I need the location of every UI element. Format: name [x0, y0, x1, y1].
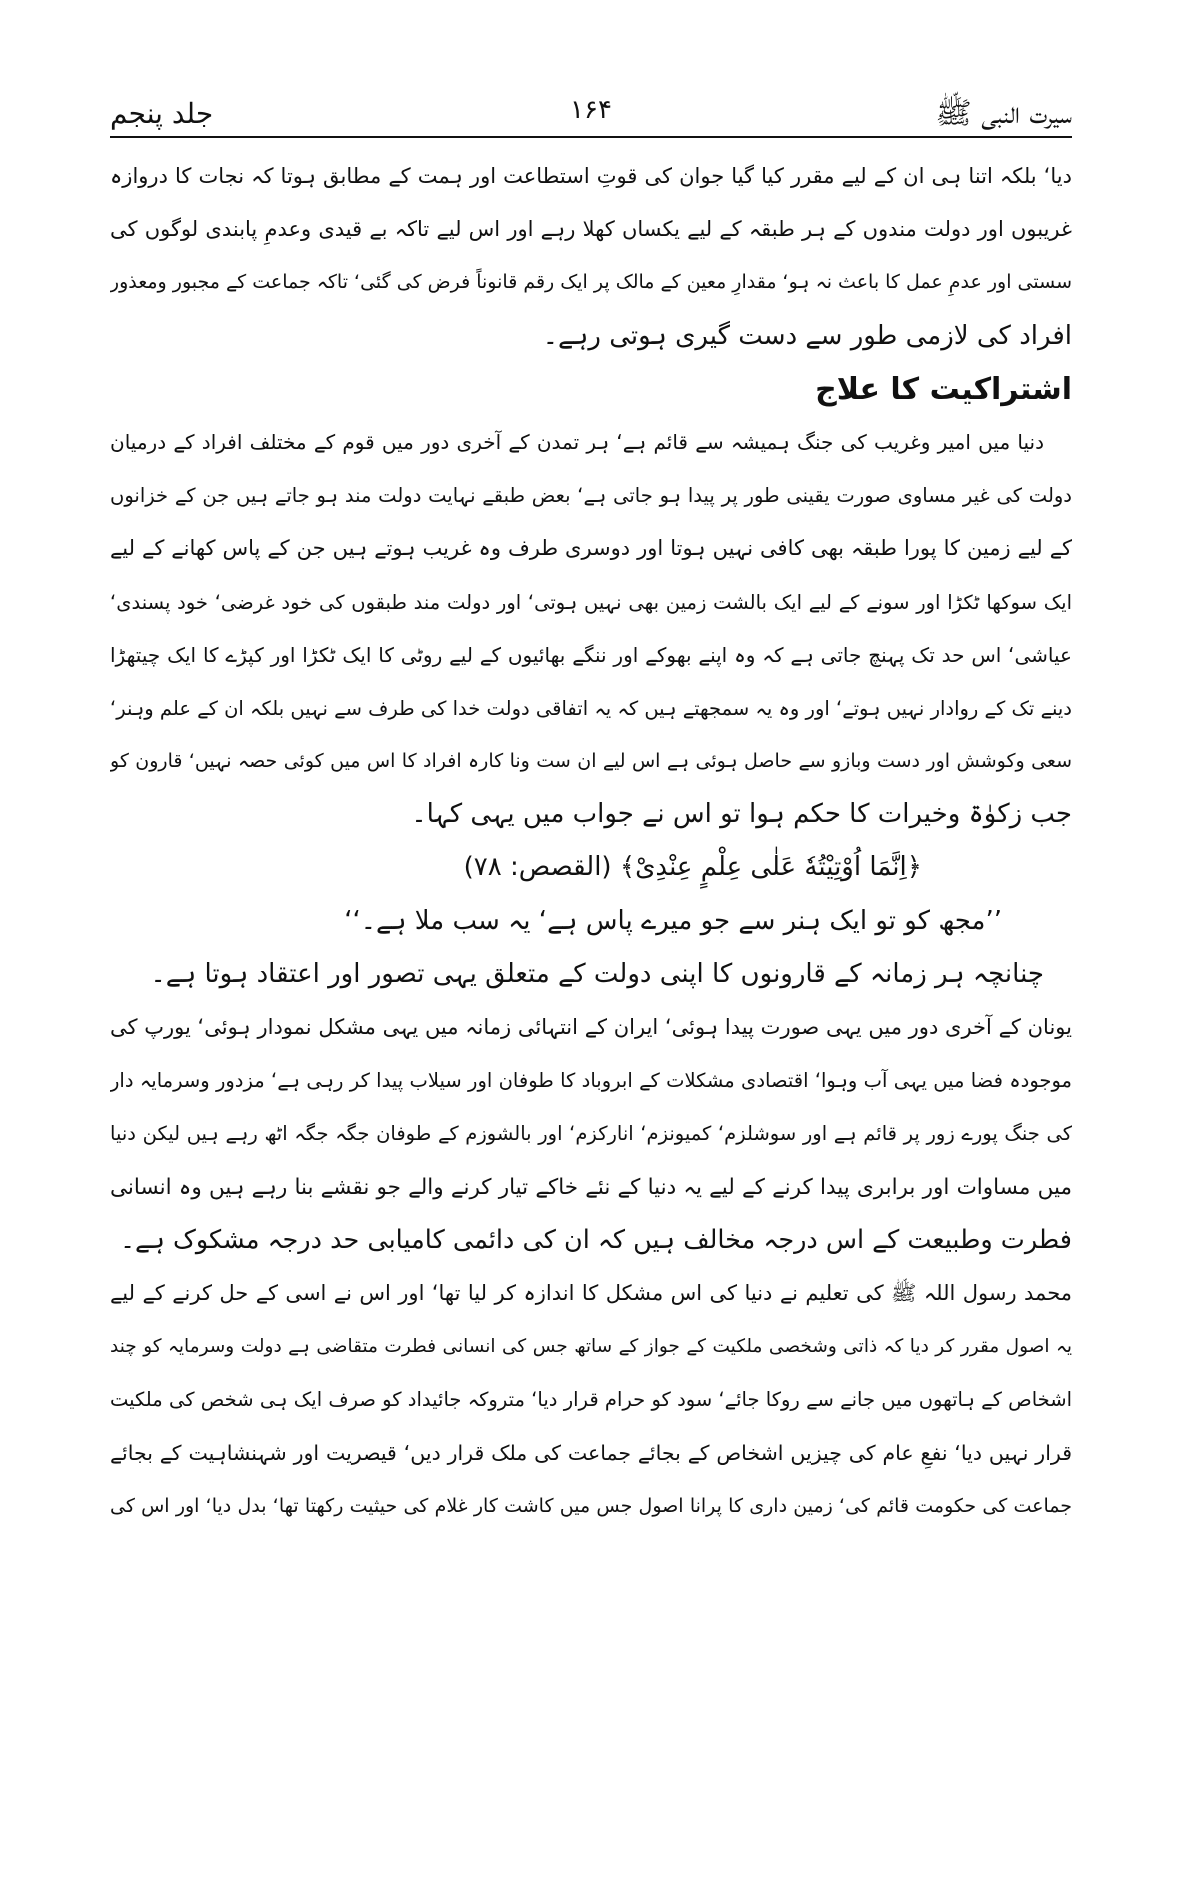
- verse-translation: ’’مجھ کو تو ایک ہنر سے جو میرے پاس ہے‘ یہ سب ملا ہے۔‘‘: [344, 905, 1002, 936]
- text-line: افراد کی لازمی طور سے دست گیری ہوتی رہے۔: [542, 320, 1072, 351]
- text-line: غریبوں اور دولت مندوں کے ہر طبقہ کے لیے یکساں کھلا رہے اور اس لیے تاکہ بے قیدی وعدمِ پابندی لوگوں کی: [110, 217, 1072, 242]
- text-line: جب زکوٰۃ وخیرات کا حکم ہوا تو اس نے جواب میں یہی کہا۔: [411, 799, 1072, 830]
- text-line: دیا‘ بلکہ اتنا ہی ان کے لیے مقرر کیا گیا جوان کی قوتِ استطاعت اور ہمت کے مطابق ہوتا کہ نجات کا دروازہ: [110, 164, 1072, 188]
- page-number: ۱۶۴: [570, 95, 612, 125]
- text-line: سعی وکوشش اور دست وبازو سے حاصل ہوئی ہے اس لیے ان ست ونا کارہ افراد کا اس میں کوئی حصہ نہیں‘ قارون کو: [110, 750, 1072, 773]
- text-line: موجودہ فضا میں یہی آب وہوا‘ اقتصادی مشکلات کے ابروباد کا طوفان اور سیلاب پیدا کر رہی ہے‘ مزدور وسرمایہ دار: [110, 1069, 1072, 1093]
- text-line: کے لیے زمین کا پورا طبقہ بھی کافی نہیں ہوتا اور دوسری طرف وہ غریب ہوتے ہیں جن کے پاس کھانے کے لیے: [110, 536, 1072, 561]
- text-line: دینے تک کے روادار نہیں ہوتے‘ اور وہ یہ سمجھتے ہیں کہ یہ اتفاقی دولت خدا کی طرف سے نہیں بلکہ ان کے علم وہنر‘: [110, 696, 1072, 720]
- text-line: میں مساوات اور برابری پیدا کرنے کے لیے یہ دنیا کے نئے خاکے تیار کرنے والے جو نقشے بنا رہے ہیں وہ انسانی: [110, 1174, 1072, 1200]
- text-line: یونان کے آخری دور میں یہی صورت پیدا ہوئی‘ ایران کے انتہائی زمانہ میں یہی مشکل نمودار ہوئی‘ یورپ کی: [110, 1015, 1072, 1039]
- page-header: [110, 78, 1072, 138]
- text-line: کی جنگ پورے زور پر قائم ہے اور سوشلزم‘ کمیونزم‘ انارکزم‘ اور بالشوزم کے طوفان جگہ جگہ اٹھ رہے ہیں لیکن دنیا: [110, 1122, 1072, 1146]
- text-line: فطرت وطبیعت کے اس درجہ مخالف ہیں کہ ان کی دائمی کامیابی حد درجہ مشکوک ہے۔: [120, 1224, 1072, 1255]
- text-line: سستی اور عدمِ عمل کا باعث نہ ہو‘ مقدارِ معین کے مالک پر ایک رقم قانوناً فرض کی گئی‘ تاکہ جماعت کے مجبور ومعذور: [110, 271, 1072, 294]
- text-line: چنانچہ ہر زمانہ کے قارونوں کا اپنی دولت کے متعلق یہی تصور اور اعتقاد ہوتا ہے۔: [150, 958, 1044, 989]
- volume-label: جلد پنجم: [110, 97, 214, 130]
- book-title: سیرت النبی ﷺ: [935, 96, 1072, 131]
- text-line: جماعت کی حکومت قائم کی‘ زمین داری کا پرانا اصول جس میں کاشت کار غلام کی حیثیت رکھتا تھا‘ بدل دیا‘ اور اس کی: [110, 1494, 1072, 1517]
- page-body: [110, 150, 1072, 1533]
- text-line: یہ اصول مقرر کر دیا کہ ذاتی وشخصی ملکیت کے جواز کے ساتھ جس کی انسانی فطرت متقاضی ہے دولت وسرمایہ کو چند: [110, 1336, 1072, 1358]
- text-line: اشخاص کے ہاتھوں میں جانے سے روکا جائے‘ سود کو حرام قرار دیا‘ متروکہ جائیداد کو صرف ایک ہی شخص کی ملکیت: [110, 1388, 1072, 1412]
- text-line: قرار نہیں دیا‘ نفعِ عام کی چیزیں اشخاص کے بجائے جماعت کی ملک قرار دیں‘ قیصریت اور شہنشاہیت کے بجائے: [110, 1440, 1072, 1465]
- section-heading: اشتراکیت کا علاج: [815, 371, 1072, 407]
- text-line: محمد رسول اللہ ﷺ کی تعلیم نے دنیا کی اس مشکل کا اندازہ کر لیا تھا‘ اور اس نے اسی کے حل کرنے کے لیے: [110, 1280, 1072, 1305]
- text-line: دنیا میں امیر وغریب کی جنگ ہمیشہ سے قائم ہے‘ ہر تمدن کے آخری دور میں قوم کے مختلف افراد کے درمیان: [110, 429, 1044, 454]
- text-line: ایک سوکھا ٹکڑا اور سونے کے لیے ایک بالشت زمین بھی نہیں ہوتی‘ اور دولت مند طبقوں کی خود غرضی‘ خود پسندی‘: [110, 590, 1072, 614]
- text-line: عیاشی‘ اس حد تک پہنچ جاتی ہے کہ وہ اپنے بھوکے اور ننگے بھائیوں کے لیے روٹی کا ایک ٹکڑا اور کپڑے کا ایک چیتھڑا: [110, 642, 1072, 667]
- quranic-verse: ﴿اِنَّمَا اُوْتِیْتُهٗ عَلٰی عِلْمٍ عِنْدِیْ﴾ (القصص: ۷۸): [463, 852, 922, 883]
- text-line: دولت کی غیر مساوی صورت یقینی طور پر پیدا ہو جاتی ہے‘ بعض طبقے نہایت دولت مند ہو جاتے ہیں جن کے خزانوں: [110, 484, 1072, 508]
